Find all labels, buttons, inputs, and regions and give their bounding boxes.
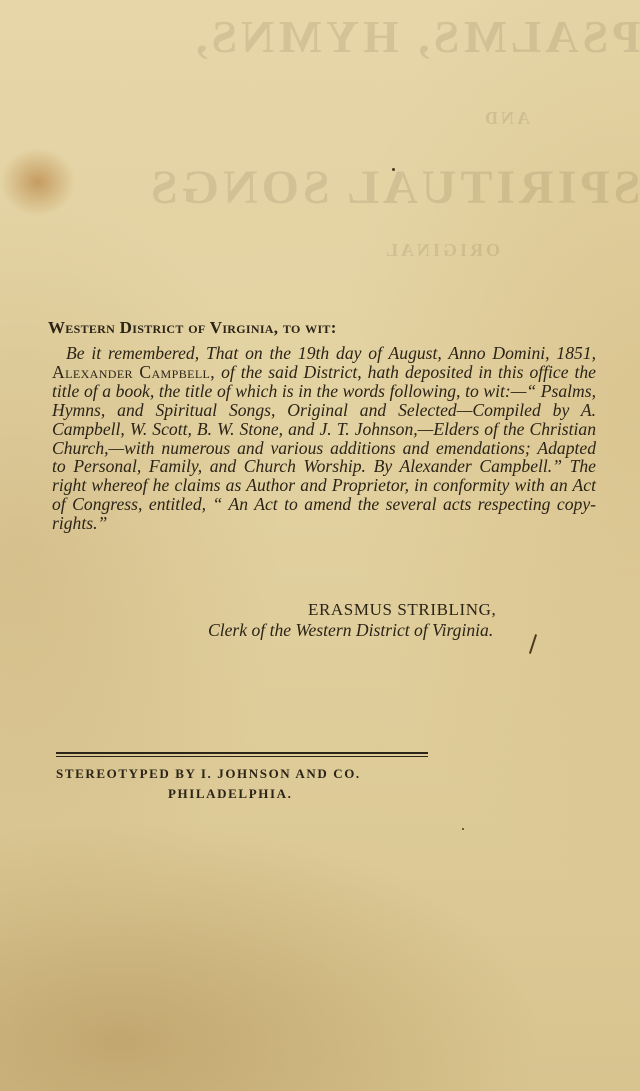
ink-speck [462, 828, 464, 830]
notice-text-part1: Be it remembered, That on the 19th day of August, Anno Domini, 1851, [66, 343, 596, 363]
divider-rule [56, 752, 428, 754]
author-name: Alexander Campbell, [52, 361, 216, 382]
imprint-city: PHILADELPHIA. [168, 786, 293, 801]
stereotyper-imprint: STEREOTYPED BY I. JOHNSON AND CO. [56, 766, 361, 781]
ink-speck [392, 168, 395, 171]
clerk-name: ERASMUS STRIBLING, [308, 600, 497, 619]
pencil-mark [529, 634, 537, 654]
copyright-notice [52, 344, 596, 533]
copyright-heading: Western District of Virginia, to wit: [48, 318, 337, 337]
clerk-title: Clerk of the Western District of Virginia. [208, 620, 494, 640]
notice-text-part2: of the said District, hath deposited in this office the title of a book, the title of which is in the words following, to wit:—“ Psalms, Hymns, and Spiritual Songs, Original and Selected—Compiled by A. Campbell, W. Scott, B. W. Stone, and J. T. Johnson,—Elders of the Christian Church,—with numerous and various additions and emendations; Adapted to Personal, Family, and Church Worship. By Alexander Campbell.” The right whereof he claims as Author and Proprietor, in conformity with an Act of Congress, entitled, “ An Act to amend the several acts respecting copy-rights.” [52, 361, 596, 534]
divider-rule-thin [56, 756, 428, 757]
show-through-text: PSALMS, HYMNS, AND SPIRITUAL SONGS ORIGINAL [146, 11, 640, 260]
